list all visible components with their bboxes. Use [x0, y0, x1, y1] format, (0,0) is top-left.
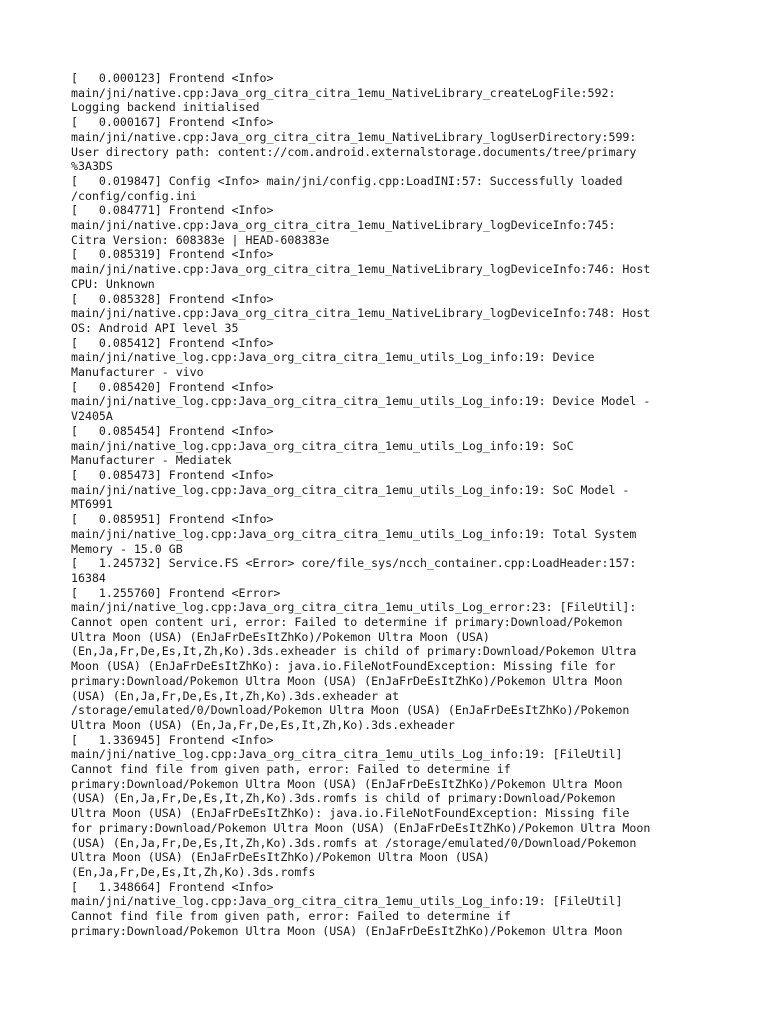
log-line: (USA) (En,Ja,Fr,De,Es,It,Zh,Ko).3ds.exheader at — [71, 688, 400, 703]
log-line: Citra Version: 608383e | HEAD-608383e — [71, 232, 330, 247]
log-line: Ultra Moon (USA) (EnJaFrDeEsItZhKo)/Pokemon Ultra Moon (USA) — [71, 629, 490, 644]
log-line: main/jni/native_log.cpp:Java_org_citra_citra_1emu_utils_Log_info:19: SoC Model - — [71, 482, 630, 497]
log-line: main/jni/native_log.cpp:Java_org_citra_citra_1emu_utils_Log_info:19: [FileUtil] — [71, 747, 623, 762]
log-line: main/jni/native_log.cpp:Java_org_citra_citra_1emu_utils_Log_info:19: Device Model - — [71, 394, 651, 409]
log-line: main/jni/native_log.cpp:Java_org_citra_citra_1emu_utils_Log_info:19: [FileUtil] — [71, 894, 623, 909]
log-line: [ 0.085951] Frontend <Info> — [71, 512, 274, 527]
log-line: (USA) (En,Ja,Fr,De,Es,It,Zh,Ko).3ds.romfs at /storage/emulated/0/Download/Pokemon — [71, 835, 637, 850]
log-line: Moon (USA) (EnJaFrDeEsItZhKo): java.io.FileNotFoundException: Missing file for — [71, 659, 616, 674]
log-line: [ 0.085328] Frontend <Info> — [71, 291, 274, 306]
log-line: Manufacturer - vivo — [71, 365, 204, 380]
log-line: Ultra Moon (USA) (EnJaFrDeEsItZhKo)/Pokemon Ultra Moon (USA) — [71, 850, 490, 865]
log-line: Cannot open content uri, error: Failed to determine if primary:Download/Pokemon — [71, 615, 623, 630]
log-line: for primary:Download/Pokemon Ultra Moon (USA) (EnJaFrDeEsItZhKo)/Pokemon Ultra Moon — [71, 820, 651, 835]
log-line: main/jni/native.cpp:Java_org_citra_citra_1emu_NativeLibrary_logUserDirectory:599: — [71, 129, 637, 144]
log-line: [ 0.084771] Frontend <Info> — [71, 203, 274, 218]
log-line: main/jni/native.cpp:Java_org_citra_citra_1emu_NativeLibrary_logDeviceInfo:745: — [71, 218, 616, 233]
log-line: [ 0.000123] Frontend <Info> — [71, 71, 274, 85]
log-line: V2405A — [71, 409, 113, 424]
log-line: /storage/emulated/0/Download/Pokemon Ultra Moon (USA) (EnJaFrDeEsItZhKo)/Pokemon — [71, 703, 630, 718]
log-line: [ 1.336945] Frontend <Info> — [71, 732, 274, 747]
log-line: Cannot find file from given path, error: Failed to determine if — [71, 762, 511, 777]
log-line: primary:Download/Pokemon Ultra Moon (USA) (EnJaFrDeEsItZhKo)/Pokemon Ultra Moon — [71, 673, 623, 688]
log-line: main/jni/native.cpp:Java_org_citra_citra_1emu_NativeLibrary_logDeviceInfo:748: Host — [71, 306, 651, 321]
log-line: Memory - 15.0 GB — [71, 541, 183, 556]
log-line: CPU: Unknown — [71, 276, 155, 291]
log-line: MT6991 — [71, 497, 113, 512]
log-line: [ 0.000167] Frontend <Info> — [71, 115, 274, 130]
log-line: main/jni/native.cpp:Java_org_citra_citra_1emu_NativeLibrary_createLogFile:592: — [71, 85, 616, 100]
log-line: (En,Ja,Fr,De,Es,It,Zh,Ko).3ds.romfs — [71, 864, 316, 879]
log-line: primary:Download/Pokemon Ultra Moon (USA) (EnJaFrDeEsItZhKo)/Pokemon Ultra Moon — [71, 776, 623, 791]
log-line: main/jni/native_log.cpp:Java_org_citra_citra_1emu_utils_Log_error:23: [FileUtil]: — [71, 600, 637, 615]
log-line: User directory path: content://com.android.externalstorage.documents/tree/primary — [71, 144, 637, 159]
log-line: [ 0.085473] Frontend <Info> — [71, 467, 274, 482]
log-line: %3A3DS — [71, 159, 113, 174]
log-line: OS: Android API level 35 — [71, 320, 239, 335]
log-line: Ultra Moon (USA) (EnJaFrDeEsItZhKo): java.io.FileNotFoundException: Missing file — [71, 806, 630, 821]
log-line: main/jni/native.cpp:Java_org_citra_citra_1emu_NativeLibrary_logDeviceInfo:746: Host — [71, 262, 651, 277]
log-line: [ 0.085454] Frontend <Info> — [71, 423, 274, 438]
log-text-view — [71, 71, 711, 938]
log-line: main/jni/native_log.cpp:Java_org_citra_citra_1emu_utils_Log_info:19: SoC — [71, 438, 574, 453]
log-line: Ultra Moon (USA) (En,Ja,Fr,De,Es,It,Zh,Ko).3ds.exheader — [71, 717, 455, 732]
log-line: [ 1.255760] Frontend <Error> — [71, 585, 281, 600]
log-line: Manufacturer - Mediatek — [71, 453, 232, 468]
log-line: [ 0.085420] Frontend <Info> — [71, 379, 274, 394]
log-line: [ 0.019847] Config <Info> main/jni/config.cpp:LoadINI:57: Successfully loaded — [71, 173, 623, 188]
log-line: (En,Ja,Fr,De,Es,It,Zh,Ko).3ds.exheader is child of primary:Download/Pokemon Ultra — [71, 644, 637, 659]
log-line: [ 0.085319] Frontend <Info> — [71, 247, 274, 262]
log-line: main/jni/native_log.cpp:Java_org_citra_citra_1emu_utils_Log_info:19: Total System — [71, 526, 637, 541]
log-line: Cannot find file from given path, error: Failed to determine if — [71, 909, 511, 924]
log-line: Logging backend initialised — [71, 100, 260, 115]
log-line: [ 1.348664] Frontend <Info> — [71, 879, 274, 894]
log-line: 16384 — [71, 570, 106, 585]
log-line: primary:Download/Pokemon Ultra Moon (USA) (EnJaFrDeEsItZhKo)/Pokemon Ultra Moon — [71, 923, 623, 938]
log-line: [ 1.245732] Service.FS <Error> core/file_sys/ncch_container.cpp:LoadHeader:157: — [71, 556, 637, 571]
log-line: /config/config.ini — [71, 188, 197, 203]
log-line: (USA) (En,Ja,Fr,De,Es,It,Zh,Ko).3ds.romfs is child of primary:Download/Pokemon — [71, 791, 616, 806]
log-line: main/jni/native_log.cpp:Java_org_citra_citra_1emu_utils_Log_info:19: Device — [71, 350, 595, 365]
log-line: [ 0.085412] Frontend <Info> — [71, 335, 274, 350]
